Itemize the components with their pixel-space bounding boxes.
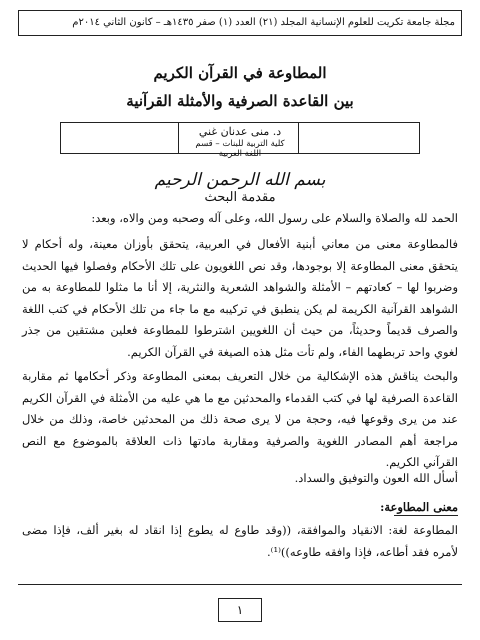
footer-divider	[18, 584, 462, 585]
author-name: د. منى عدنان غني	[198, 125, 282, 138]
page-number-box	[218, 598, 262, 622]
author-affiliation: كلية التربية للبنات – قسم اللغة العربية	[195, 139, 285, 159]
author-table	[60, 122, 420, 159]
paragraph-4: أسأل الله العون والتوفيق والسداد.	[294, 471, 458, 485]
title-line-1: المطاوعة في القرآن الكريم	[153, 64, 327, 82]
intro-heading: مقدمة البحث	[204, 190, 276, 205]
section-heading-underline	[394, 515, 458, 516]
paragraph-1: الحمد لله والصلاة والسلام على رسول الله، وعلى آله وصحبه ومن والاه، وبعد:	[91, 211, 458, 225]
paragraph-3: والبحث يناقش هذه الإشكالية من خلال التعريف بمعنى المطاوعة وذكر أحكامها ثم مقاربة القاعدة الصرفية لها في كتب القدماء والمحدثين مع ما هي عليه من الأمثلة في القرآن الكريم عند من يرى وقوعها فيه، وحجة من لا يرى صحة ذلك من المحدثين خاصة، وذلك من خلال مراجعة أهم المصادر اللغوية والصرفية ومقاربة مادتها ذات العلاقة بالموضوع مع النص القرآني الكريم.	[22, 369, 458, 469]
journal-header-text: مجلة جامعة تكريت للعلوم الإنسانية المجلد (٢١) العدد (١) صفر ١٤٣٥هـ – كانون الثاني ٢٠١٤م	[72, 17, 455, 28]
page-number: ١	[236, 603, 244, 617]
paragraph-2: فالمطاوعة معنى من معاني أبنية الأفعال في العربية، يتحقق بأوزان معينة، وله أحكام لا يتحقق معنى المطاوعة إلا بوجودها، وقد نص اللغويون على تلك الأحكام وفصلوا فيها الحديث وضربوا لها – كعادتهم – الأمثلة والشواهد الشعرية والنثرية، إلا أنا ما مثلوا للمطاوعة به من الشواهد القرآنية الكريمة لم يكن ينطبق في تركيبه مع ما جاء من تلك الأحكام في كتب اللغة والصرف قديماً وحديثاً، من حيث أن اللغويين اشترطوا للمطاوعة فعلين مشتقين من جذر لغوي واحد تربطهما الفاء، ولم تأت مثل هذه الصيغة في القرآن الكريم.	[22, 237, 458, 359]
author-table-cell-left	[61, 123, 179, 153]
section-heading: معنى المطاوعة:	[380, 500, 458, 514]
section-paragraph: المطاوعة لغة: الانقياد والموافقة، ((وقد طاوع له يطوع إذا انقاد له بغير ألف، فإذا مضى لأمره فقد أطاعه، فإذا وافقه طاوعه))⁽¹⁾.	[22, 523, 458, 559]
basmala: بسم الله الرحمن الرحيم	[154, 170, 326, 190]
title-line-2: بين القاعدة الصرفية والأمثلة القرآنية	[126, 92, 354, 110]
author-table-cell-right	[298, 123, 419, 153]
journal-header	[18, 10, 462, 36]
